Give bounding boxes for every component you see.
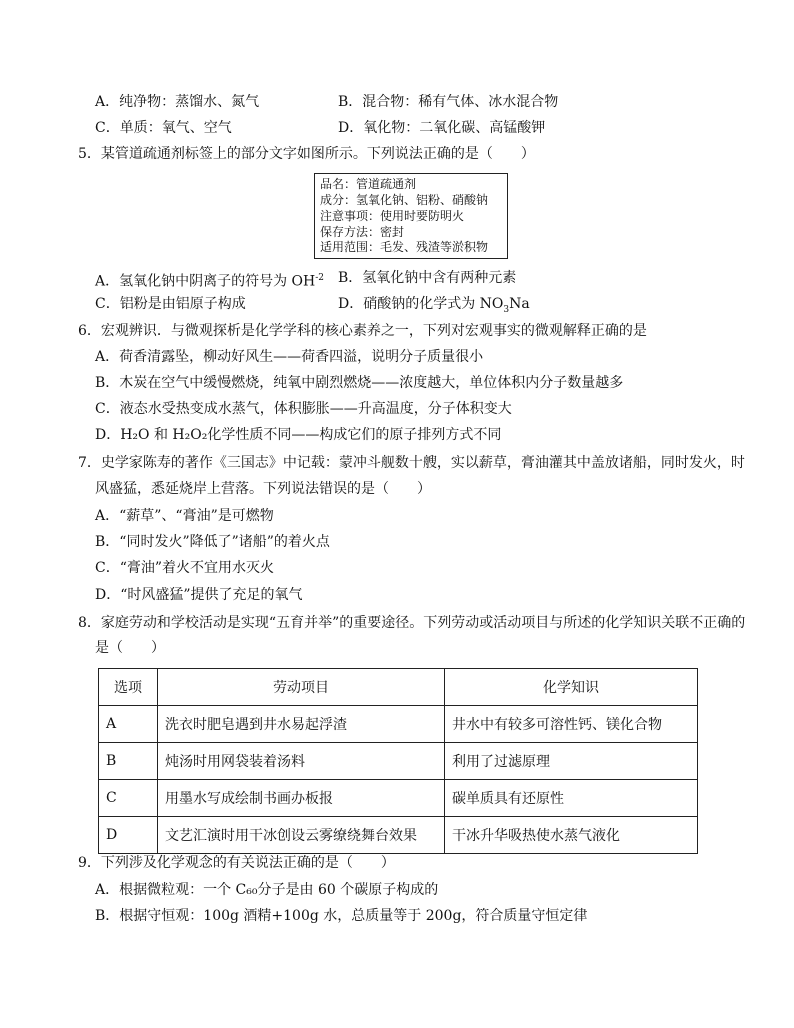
label-line: 适用范围：毛发、残渣等淤积物 [320,240,489,254]
table-row [99,780,698,817]
q5-option-d-sub: 3 [503,304,510,315]
q7-option-b: B．“同时发火”降低了”诸船”的着火点 [95,534,330,550]
label-line: 保存方法：密封 [320,225,405,239]
header-chemistry: 化学知识 [445,669,698,706]
q6-option-d: D．H₂O 和 H₂O₂化学性质不同——构成它们的原子排列方式不同 [95,427,502,443]
q5-option-b: B．氢氧化钠中含有两种元素 [338,270,517,286]
q4-option-d: D．氧化物：二氧化碳、高锰酸钾 [338,120,546,136]
q5-option-a-charge: -2 [315,273,325,283]
q6-stem: 6．宏观辨识．与微观探析是化学学科的核心素养之一，下列对宏观事实的微观解释正确的是 [78,323,647,339]
q8-stem-line1: 8．家庭劳动和学校活动是实现“五育并举”的重要途径。下列劳动或活动项目与所述的化学知识关联不正确的 [78,615,746,631]
q4-option-a: A．纯净物：蒸馏水、氮气 [95,94,260,110]
q7-stem-line1: 7．史学家陈寿的著作《三国志》中记载：蒙冲斗舰数十艘，实以薪草，膏油灌其中盖放诸船，同时发火，时 [78,455,745,471]
q7-option-d: D．“时风盛猛”提供了充足的氧气 [95,587,303,603]
cell-option: C [99,780,158,817]
q5-option-d-pre: D．硝酸钠的化学式为 NO [338,296,504,312]
table-header-row [99,669,698,706]
header-option: 选项 [99,669,158,706]
table-row [99,817,698,854]
q4-option-b: B．混合物：稀有气体、冰水混合物 [338,94,559,110]
q7-option-a: A．“薪草”、“膏油”是可燃物 [95,508,274,524]
q9-option-a: A．根据微粒观：一个 C₆₀分子是由 60 个碳原子构成的 [95,882,439,898]
q9-option-b: B．根据守恒观：100g 酒精+100g 水，总质量等于 200g，符合质量守恒定律 [95,908,588,924]
cell-chemistry: 井水中有较多可溶性钙、镁化合物 [445,706,698,743]
q6-option-b: B．木炭在空气中缓慢燃烧，纯氧中剧烈燃烧——浓度越大，单位体积内分子数量越多 [95,375,624,391]
cell-chemistry: 干冰升华吸热使水蒸气液化 [445,817,698,854]
label-line: 注意事项：使用时要防明火 [320,209,465,223]
q7-stem-line2: 风盛猛，悉延烧岸上营落。下列说法错误的是（ ） [95,481,431,497]
cell-activity: 文艺汇演时用干冰创设云雾缭绕舞台效果 [158,817,445,854]
q5-option-a-text: A．氢氧化钠中阴离子的符号为 OH [95,273,316,290]
label-line: 品名：管道疏通剂 [320,177,417,191]
cell-chemistry: 碳单质具有还原性 [445,780,698,817]
cell-option: B [99,743,158,780]
cell-activity: 洗衣时肥皂遇到井水易起浮渣 [158,706,445,743]
cell-activity: 炖汤时用网袋装着汤料 [158,743,445,780]
q5-option-a [95,268,324,292]
q5-option-d-post: Na [509,296,530,312]
product-label-box [314,173,508,259]
q8-table [98,668,698,854]
q9-stem: 9．下列涉及化学观念的有关说法正确的是（ ） [78,855,395,871]
q7-option-c: C．“膏油”着火不宜用水灭火 [95,560,275,576]
table-row [99,706,698,743]
q5-stem: 5．某管道疏通剂标签上的部分文字如图所示。下列说法正确的是（ ） [78,146,535,162]
label-line: 成分：氢氧化钠、铝粉、硝酸钠 [320,193,489,207]
cell-activity: 用墨水写成绘制书画办板报 [158,780,445,817]
q5-option-c: C．铝粉是由铝原子构成 [95,296,246,312]
cell-chemistry: 利用了过滤原理 [445,743,698,780]
q4-option-c: C．单质：氧气、空气 [95,120,232,136]
q8-stem-line2: 是（ ） [95,640,165,656]
header-activity: 劳动项目 [158,669,445,706]
q6-option-c: C．液态水受热变成水蒸气，体积膨胀——升高温度，分子体积变大 [95,401,512,417]
cell-option: A [99,706,158,743]
q6-option-a: A．荷香清露坠，柳动好风生——荷香四溢，说明分子质量很小 [95,349,484,365]
cell-option: D [99,817,158,854]
q5-option-d [338,294,530,320]
table-row [99,743,698,780]
